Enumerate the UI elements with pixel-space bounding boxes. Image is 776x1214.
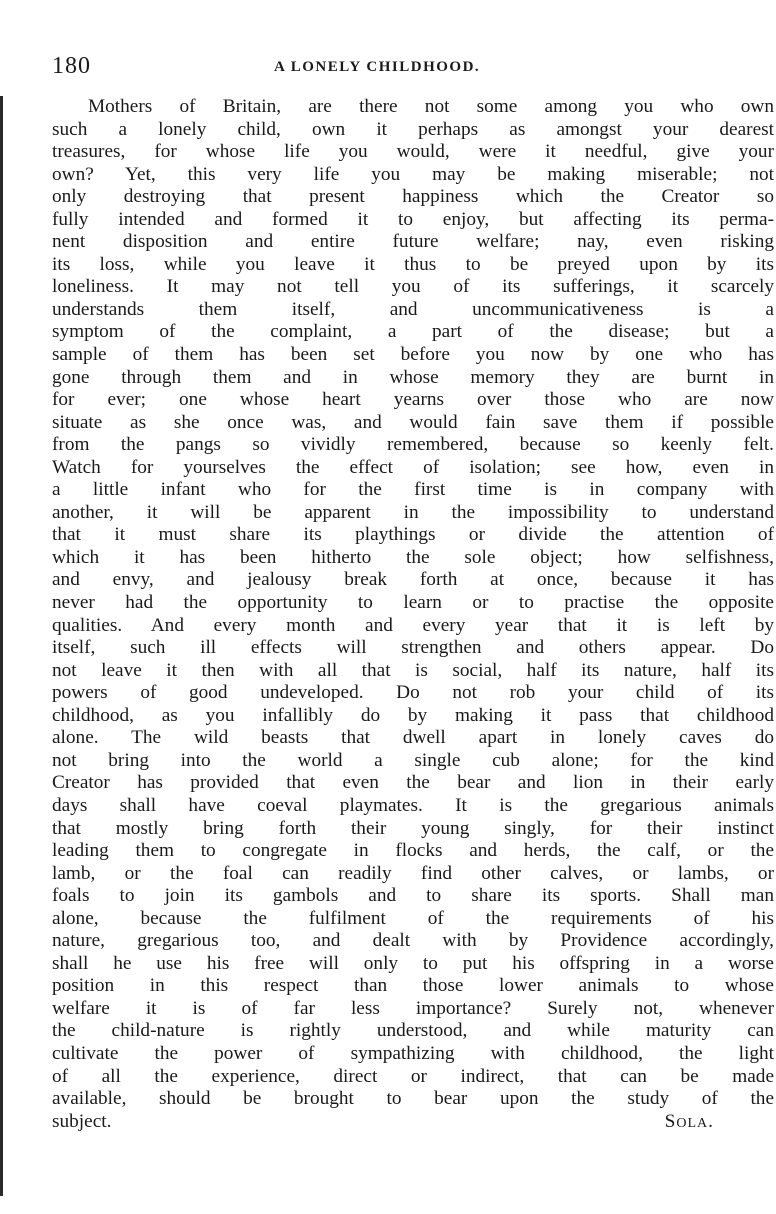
text-line: own? Yet, this very life you may be making miserable; not (52, 163, 774, 185)
body-text (52, 96, 774, 1133)
text-line: symptom of the complaint, a part of the disease; but a (52, 321, 774, 343)
text-line: that mostly bring forth their young singly, for their instinct (52, 817, 774, 839)
text-line: shall he use his free will only to put his offspring in a worse (52, 952, 774, 974)
text-line: such a lonely child, own it perhaps as amongst your dearest (52, 118, 774, 140)
text-line: alone, because the fulfilment of the requirements of his (52, 907, 774, 929)
text-line: fully intended and formed it to enjoy, but affecting its perma- (52, 208, 774, 230)
text-line-final (52, 1111, 774, 1134)
text-line: only destroying that present happiness which the Creator so (52, 186, 774, 208)
text-line: situate as she once was, and would fain save them if possible (52, 411, 774, 433)
text-line: from the pangs so vividly remembered, because so keenly felt. (52, 434, 774, 456)
text-line: gone through them and in whose memory they are burnt in (52, 366, 774, 388)
text-line: days shall have coeval playmates. It is the gregarious animals (52, 794, 774, 816)
text-line: welfare it is of far less importance? Surely not, whenever (52, 997, 774, 1019)
text-line: position in this respect than those lower animals to whose (52, 975, 774, 997)
text-line: qualities. And every month and every year that it is left by (52, 614, 774, 636)
text-line: and envy, and jealousy break forth at once, because it has (52, 569, 774, 591)
text-line: understands them itself, and uncommunicativeness is a (52, 298, 774, 320)
text-line: available, should be brought to bear upon the study of the (52, 1088, 774, 1110)
text-line: cultivate the power of sympathizing with childhood, the light (52, 1042, 774, 1064)
text-line: nent disposition and entire future welfare; nay, even risking (52, 231, 774, 253)
text-line: Watch for yourselves the effect of isolation; see how, even in (52, 456, 774, 478)
text-line: for ever; one whose heart yearns over those who are now (52, 389, 774, 411)
text-line-final-words: subject. (52, 1110, 112, 1132)
text-line: that it must share its playthings or divide the attention of (52, 524, 774, 546)
page-header (52, 53, 772, 87)
text-line: a little infant who for the first time is in company with (52, 479, 774, 501)
text-line: not leave it then with all that is social, half its nature, half its (52, 659, 774, 681)
text-line: loneliness. It may not tell you of its sufferings, it scarcely (52, 276, 774, 298)
running-title: A LONELY CHILDHOOD. (274, 59, 481, 75)
text-line: not bring into the world a single cub alone; for the kind (52, 749, 774, 771)
text-line: leading them to congregate in flocks and herds, the calf, or the (52, 840, 774, 862)
text-line: the child-nature is rightly understood, and while maturity can (52, 1020, 774, 1042)
page-edge-rule (0, 96, 3, 1196)
text-line: of all the experience, direct or indirect, that can be made (52, 1065, 774, 1087)
text-line: lamb, or the foal can readily find other calves, or lambs, or (52, 862, 774, 884)
text-line: sample of them has been set before you now by one who has (52, 344, 774, 366)
page-number: 180 (52, 53, 91, 79)
text-line: its loss, while you leave it thus to be preyed upon by its (52, 253, 774, 275)
text-line: alone. The wild beasts that dwell apart in lonely caves do (52, 727, 774, 749)
text-line: nature, gregarious too, and dealt with by Providence accordingly, (52, 930, 774, 952)
author-signature: Sola. (664, 1110, 714, 1132)
text-line: another, it will be apparent in the impossibility to understand (52, 501, 774, 523)
text-line: itself, such ill effects will strengthen and others appear. Do (52, 637, 774, 659)
text-line: Mothers of Britain, are there not some among you who own (88, 96, 774, 117)
text-line: which it has been hitherto the sole object; how selfishness, (52, 546, 774, 568)
text-line: powers of good undeveloped. Do not rob your child of its (52, 682, 774, 704)
text-line: never had the opportunity to learn or to practise the opposite (52, 592, 774, 614)
text-line: foals to join its gambols and to share its sports. Shall man (52, 885, 774, 907)
text-line: treasures, for whose life you would, were it needful, give your (52, 141, 774, 163)
text-line: Creator has provided that even the bear and lion in their early (52, 772, 774, 794)
text-line: childhood, as you infallibly do by making it pass that childhood (52, 704, 774, 726)
